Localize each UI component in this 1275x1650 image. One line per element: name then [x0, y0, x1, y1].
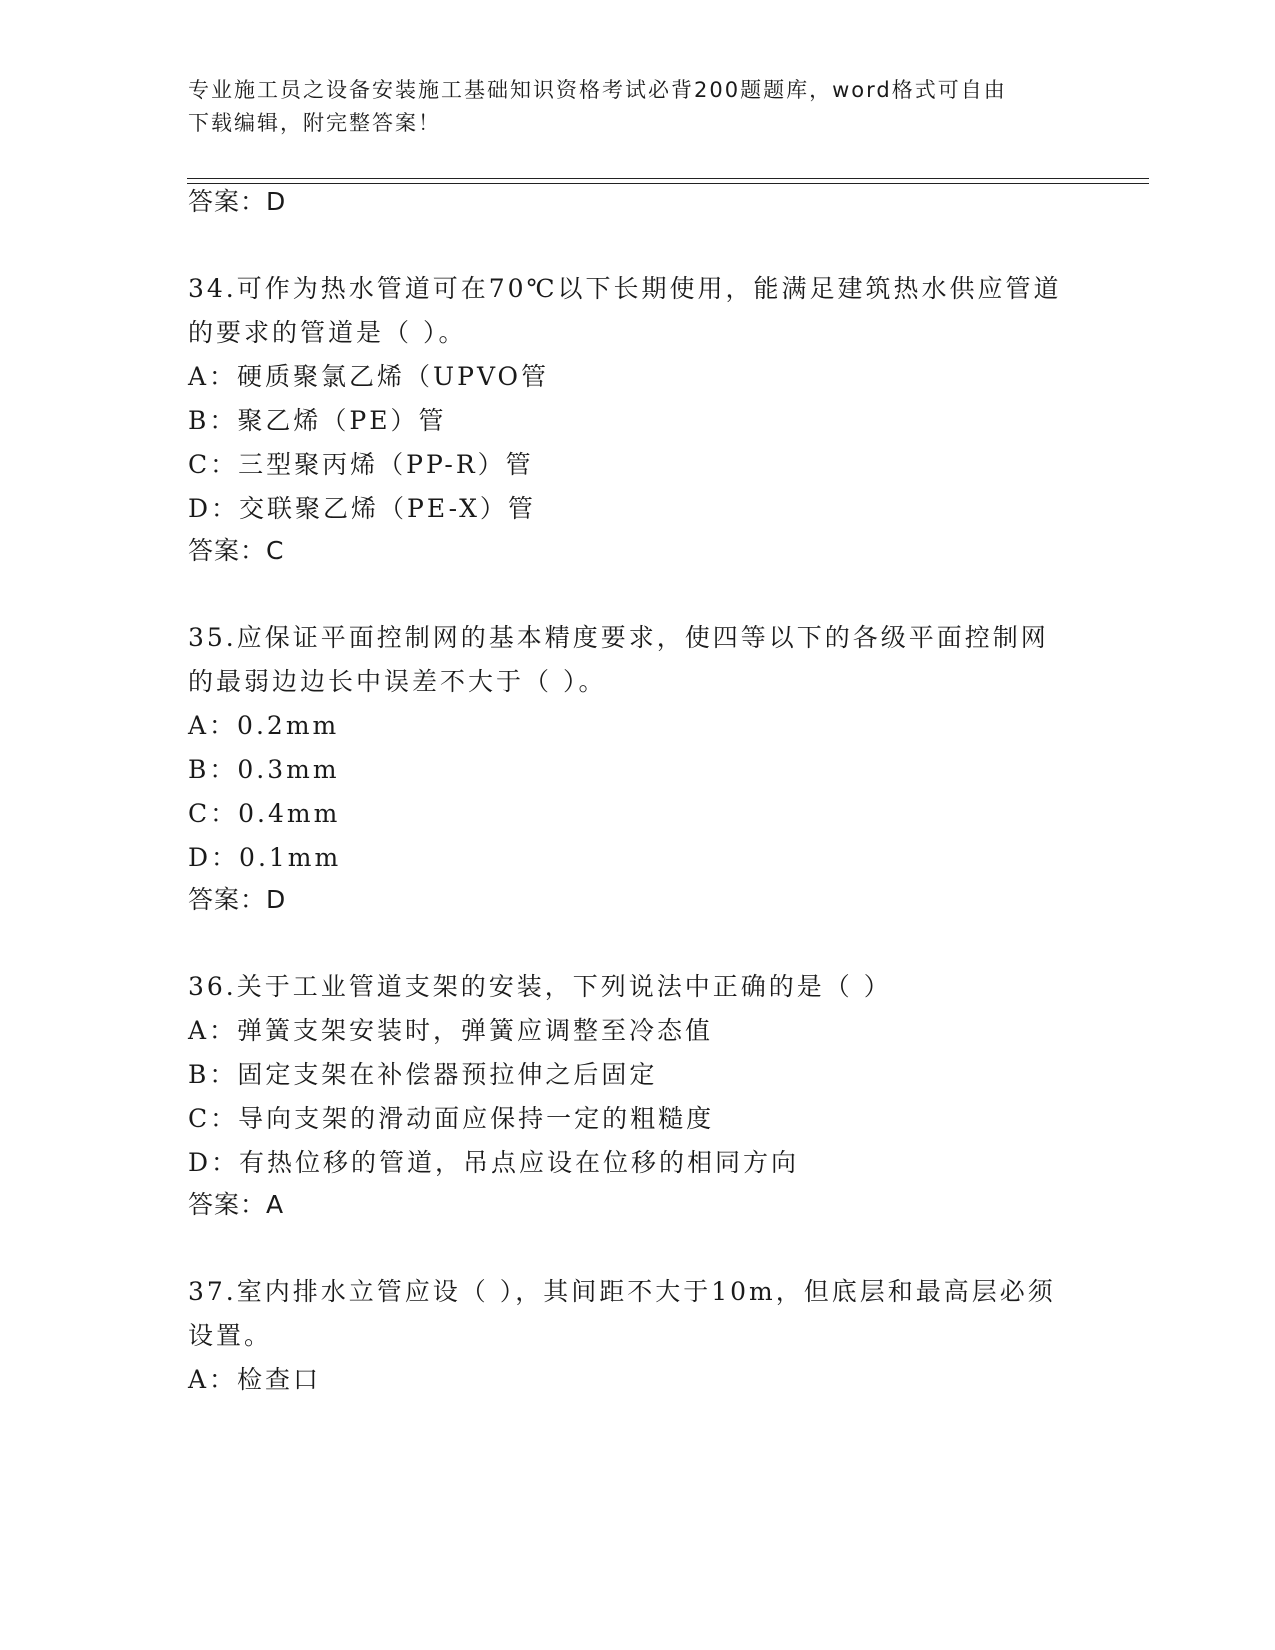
question-36-option-c: C：导向支架的滑动面应保持一定的粗糙度 [188, 1104, 715, 1133]
question-34-text-line-2: 的要求的管道是（ ）。 [188, 318, 467, 347]
header-divider [187, 178, 1149, 179]
header-line-1: 专业施工员之设备安装施工基础知识资格考试必背200题题库，word格式可自由 [188, 78, 1007, 102]
header-line-2: 下载编辑，附完整答案！ [188, 111, 441, 135]
document-header [188, 74, 1068, 140]
question-35-option-b: B：0.3mm [188, 755, 340, 784]
question-35-text-line-1: 35.应保证平面控制网的基本精度要求，使四等以下的各级平面控制网 [188, 623, 1049, 652]
question-34-text-line-1: 34.可作为热水管道可在70℃以下长期使用，能满足建筑热水供应管道 [188, 274, 1062, 303]
question-34-answer: 答案：C [188, 536, 285, 565]
question-35-answer: 答案：D [188, 885, 287, 914]
question-36-option-b: B：固定支架在补偿器预拉伸之后固定 [188, 1060, 658, 1089]
question-35-option-d: D：0.1mm [188, 843, 342, 872]
question-34-option-b: B：聚乙烯（PE）管 [188, 406, 447, 435]
question-36-answer: 答案：A [188, 1190, 285, 1219]
question-34-option-c: C：三型聚丙烯（PP-R）管 [188, 450, 534, 479]
question-37-option-a: A：检查口 [188, 1365, 322, 1394]
question-37-text-line-2: 设置。 [188, 1321, 273, 1350]
answer-line: 答案：D [188, 187, 287, 216]
question-36-option-d: D：有热位移的管道，吊点应设在位移的相同方向 [188, 1148, 800, 1177]
question-34-option-a: A：硬质聚氯乙烯（UPVO管 [188, 362, 550, 391]
header-divider-double [187, 183, 1149, 184]
question-37-text-line-1: 37.室内排水立管应设（ ），其间距不大于10m，但底层和最高层必须 [188, 1277, 1056, 1306]
question-36-option-a: A：弹簧支架安装时，弹簧应调整至冷态值 [188, 1016, 714, 1045]
question-36-text-line-1: 36.关于工业管道支架的安装，下列说法中正确的是（ ） [188, 972, 892, 1001]
question-35-option-a: A：0.2mm [188, 711, 340, 740]
question-35-text-line-2: 的最弱边边长中误差不大于（ ）。 [188, 667, 607, 696]
question-35-option-c: C：0.4mm [188, 799, 341, 828]
question-34-option-d: D：交联聚乙烯（PE-X）管 [188, 494, 536, 523]
